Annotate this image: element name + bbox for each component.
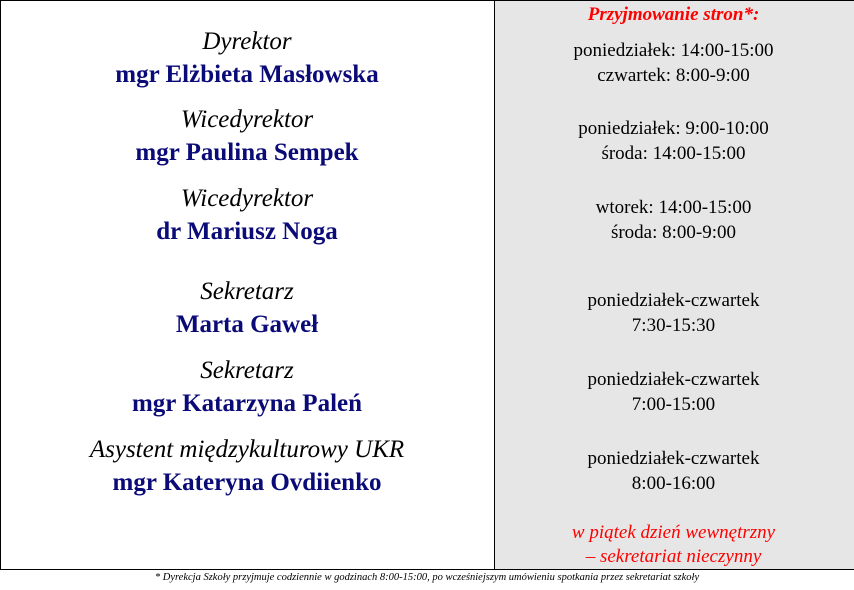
hours-line: poniedziałek-czwartek	[587, 448, 760, 469]
hours-line: 7:00-15:00	[631, 394, 716, 415]
role-secretary-1: Sekretarz	[200, 278, 294, 305]
person-vice-director-2: dr Mariusz Noga	[156, 218, 338, 245]
hours-secretary-2	[494, 367, 853, 417]
friday-note-line: – sekretariat nieczynny	[585, 546, 762, 567]
friday-note-line: w piątek dzień wewnętrzny	[571, 522, 776, 543]
person-director: mgr Elżbieta Masłowska	[115, 61, 379, 88]
person-vice-director-1: mgr Paulina Sempek	[135, 139, 359, 166]
hours-secretary-1	[494, 288, 853, 338]
person-intercultural-assistant: mgr Kateryna Ovdiienko	[112, 469, 382, 496]
hours-line: środa: 8:00-9:00	[610, 222, 737, 243]
role-director: Dyrektor	[202, 28, 292, 55]
role-vice-director-2: Wicedyrektor	[180, 185, 314, 212]
hours-line: 8:00-16:00	[631, 473, 716, 494]
hours-line: 7:30-15:30	[631, 315, 716, 336]
hours-line: poniedziałek-czwartek	[587, 290, 760, 311]
hours-vice-director-2	[494, 195, 853, 245]
hours-line: poniedziałek: 9:00-10:00	[578, 118, 769, 139]
hours-vice-director-1	[494, 116, 853, 166]
friday-note	[494, 521, 853, 569]
person-secretary-2: mgr Katarzyna Paleń	[131, 390, 363, 417]
hours-intercultural-assistant	[494, 446, 853, 496]
role-secretary-2: Sekretarz	[200, 357, 294, 384]
hours-title: Przyjmowanie stron*:	[587, 4, 760, 25]
hours-line: poniedziałek: 14:00-15:00	[573, 40, 774, 61]
hours-line: poniedziałek-czwartek	[587, 369, 760, 390]
hours-line: wtorek: 14:00-15:00	[595, 197, 752, 218]
person-secretary-1: Marta Gaweł	[175, 311, 319, 338]
role-intercultural-assistant: Asystent międzykulturowy UKR	[89, 436, 405, 463]
role-vice-director-1: Wicedyrektor	[180, 106, 314, 133]
hours-line: środa: 14:00-15:00	[601, 143, 746, 164]
footnote: * Dyrekcja Szkoły przyjmuje codziennie w godzinach 8:00-15:00, po wcześniejszym umówieniu spotkania przez sekretariat szkoły	[154, 572, 700, 583]
hours-line: czwartek: 8:00-9:00	[597, 65, 750, 86]
hours-director	[494, 38, 853, 88]
